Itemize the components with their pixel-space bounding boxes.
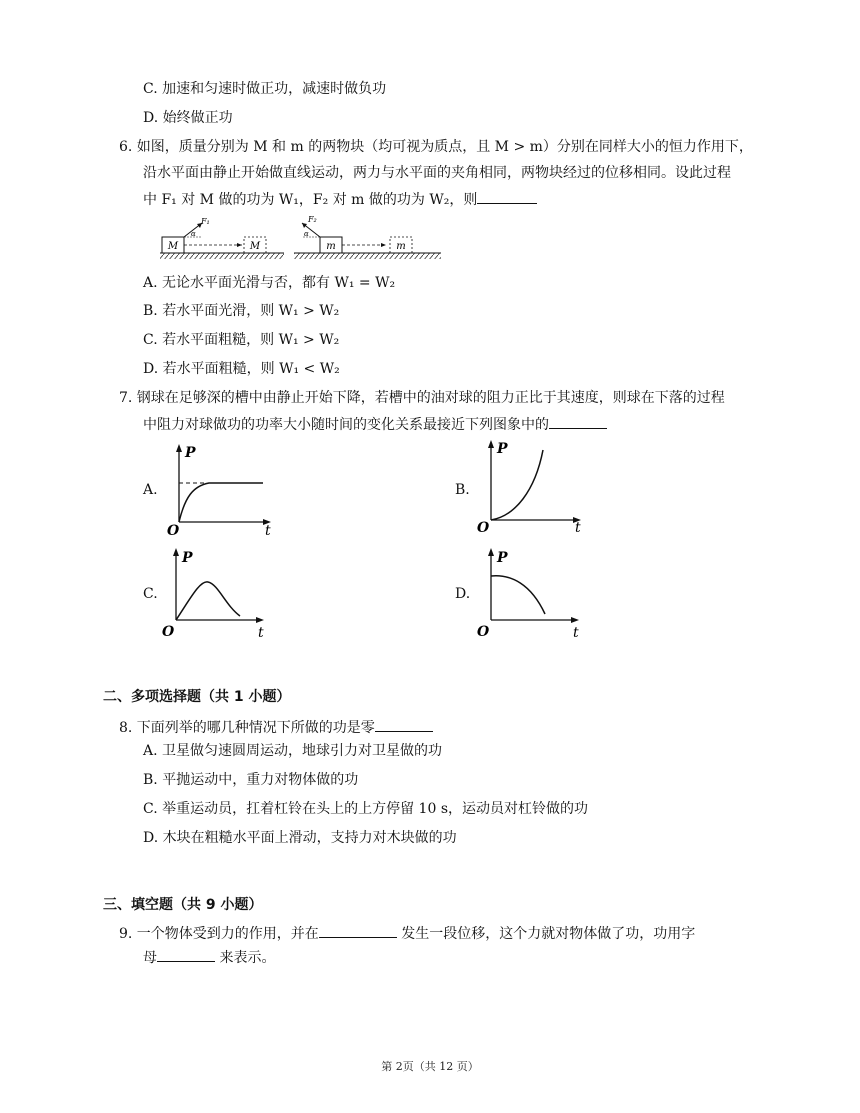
q7-graph-a-origin: O	[167, 523, 180, 537]
q9-line1-text-a: 9. 一个物体受到力的作用，并在	[119, 926, 319, 942]
q5-option-c: C. 加速和匀速时做正功，减速时做负功	[143, 81, 387, 97]
q6-right-angle-label: α	[304, 230, 309, 238]
q8-stem-text: 8. 下面列举的哪几种情况下所做的功是零	[119, 720, 375, 736]
q9-blank-2[interactable]	[157, 947, 215, 962]
q6-right-block-label: m	[326, 241, 336, 252]
q6-right-dashed-block	[390, 237, 412, 253]
q6-right-force-label: F₂	[308, 215, 317, 224]
q6-left-dashed-block	[244, 237, 266, 253]
q6-option-a: A. 无论水平面光滑与否，都有 W₁ = W₂	[143, 275, 396, 291]
q7-graph-d-origin: O	[477, 624, 490, 640]
q7-graph-b	[475, 436, 590, 534]
q6-figure	[158, 213, 443, 265]
q6-answer-blank[interactable]	[477, 189, 537, 204]
q7-stem-line2	[143, 414, 607, 435]
q7-graph-b-y-axis: P	[497, 441, 508, 457]
q8-stem	[119, 717, 433, 738]
q6-right-ground	[294, 253, 441, 259]
q7-graph-c	[160, 544, 275, 642]
q5-option-d: D. 始终做正功	[143, 110, 233, 126]
section3-title: 三、填空题（共 9 小题）	[103, 897, 263, 913]
q7-graph-d-y-axis: P	[497, 550, 508, 566]
q7-stem-line1: 7. 钢球在足够深的槽中由静止开始下降，若槽中的油对球的阻力正比于其速度，则球在下落的过程	[119, 390, 725, 406]
q6-left-ground	[160, 253, 284, 259]
q6-right-block	[320, 237, 342, 253]
q7-graph-d-x-axis: t	[573, 625, 579, 641]
q6-left-path-arrow	[237, 243, 242, 247]
q8-option-b: B. 平抛运动中，重力对物体做的功	[143, 772, 359, 788]
q7-graph-c-y-axis: P	[182, 550, 193, 566]
q7-stem-line2-text: 中阻力对球做功的功率大小随时间的变化关系最接近下列图象中的	[143, 417, 549, 433]
q8-option-a: A. 卫星做匀速圆周运动，地球引力对卫星做的功	[143, 743, 443, 759]
q7-graph-a	[163, 442, 278, 537]
q9-line2-text-b: 来表示。	[215, 950, 276, 966]
q6-left-force-arrow	[184, 217, 210, 238]
q9-blank-1[interactable]	[319, 923, 397, 938]
q6-left-dashed-block-label: M	[249, 241, 261, 252]
q9-line2	[143, 947, 275, 968]
q9-line1	[119, 923, 695, 944]
q6-left-block-label: M	[167, 241, 179, 252]
q8-option-c: C. 举重运动员，扛着杠铃在头上的上方停留 10 s，运动员对杠铃做的功	[143, 801, 589, 817]
q7-graph-b-origin: O	[477, 520, 490, 534]
q6-right-force-arrow	[302, 215, 320, 238]
q8-answer-blank[interactable]	[375, 717, 433, 732]
q7-graph-a-y-axis: P	[185, 445, 196, 461]
q6-stem-line2: 沿水平面由静止开始做直线运动，两力与水平面的夹角相同，两物块经过的位移相同。设此过程	[143, 165, 731, 181]
q7-graph-d-label: D.	[455, 586, 471, 602]
q9-line1-text-b: 发生一段位移，这个力就对物体做了功，功用字	[396, 926, 696, 942]
q7-graph-a-x-axis: t	[265, 523, 271, 537]
q6-option-b: B. 若水平面光滑，则 W₁ > W₂	[143, 303, 340, 319]
q6-left-block	[162, 237, 184, 253]
section2-title: 二、多项选择题（共 1 小题）	[103, 689, 291, 705]
q8-option-d: D. 木块在粗糙水平面上滑动，支持力对木块做的功	[143, 830, 457, 846]
q7-graph-c-origin: O	[162, 624, 175, 640]
q7-graph-a-label: A.	[143, 482, 158, 498]
q6-stem-line3	[143, 189, 537, 210]
q7-graph-b-x-axis: t	[575, 520, 581, 534]
q7-answer-blank[interactable]	[549, 414, 607, 429]
q9-line2-text-a: 母	[143, 950, 157, 966]
q6-left-force-label: F₁	[201, 217, 210, 226]
q6-option-d: D. 若水平面粗糙，则 W₁ < W₂	[143, 361, 340, 377]
q7-graph-b-label: B.	[455, 482, 470, 498]
q6-left-angle-label: α	[191, 230, 196, 238]
q6-option-c: C. 若水平面粗糙，则 W₁ > W₂	[143, 332, 340, 348]
q6-right-path-arrow	[381, 243, 386, 247]
q7-graph-c-x-axis: t	[258, 625, 264, 641]
q7-graph-d	[475, 544, 590, 642]
q6-stem-line1: 6. 如图，质量分别为 M 和 m 的两物块（均可视为质点，且 M > m）分别在同样大小的恒力作用下，	[119, 139, 753, 155]
page-footer: 第 2页（共 12 页）	[381, 1060, 479, 1073]
q7-graph-c-label: C.	[143, 586, 158, 602]
q6-right-dashed-block-label: m	[396, 241, 406, 252]
q6-stem-line3-text: 中 F₁ 对 M 做的功为 W₁，F₂ 对 m 做的功为 W₂，则	[143, 192, 478, 208]
